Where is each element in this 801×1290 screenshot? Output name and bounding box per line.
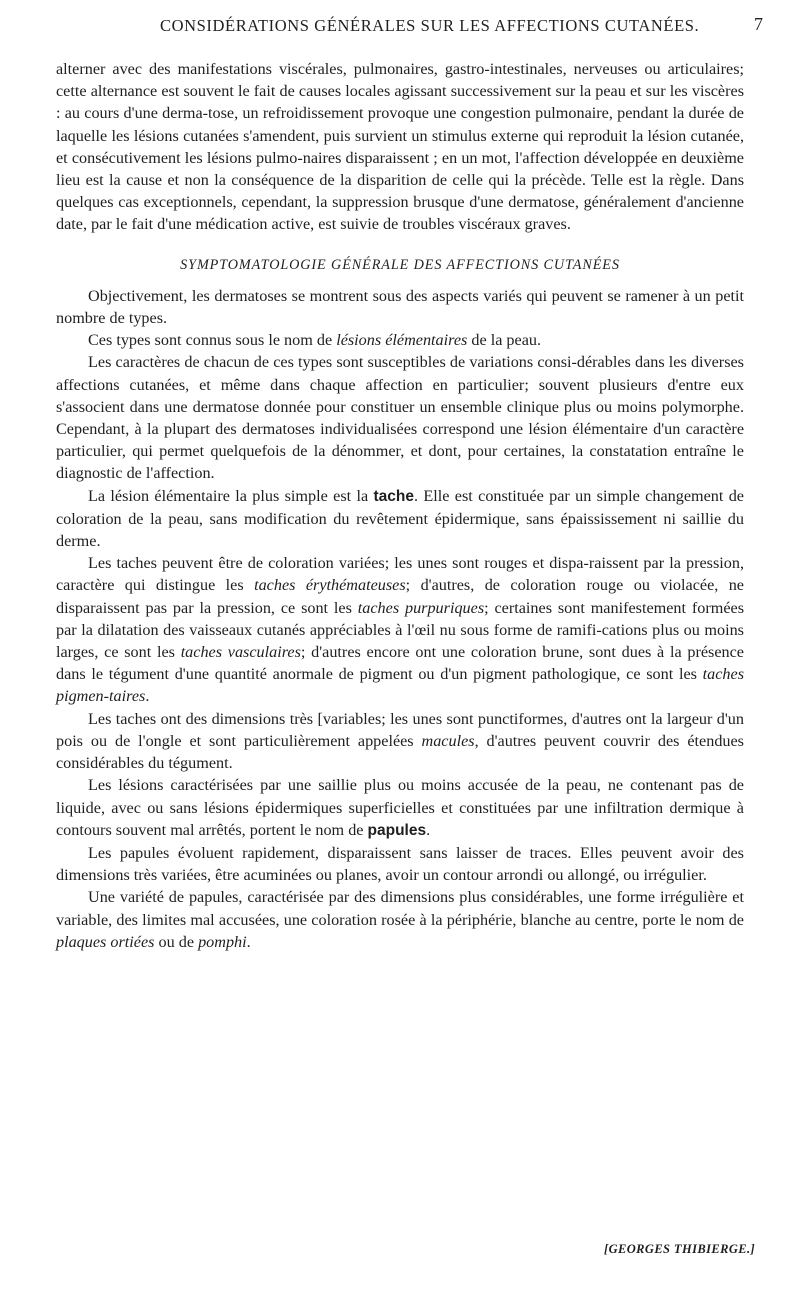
page-number: 7 bbox=[754, 14, 763, 34]
body-text bbox=[56, 58, 744, 953]
paragraph-types bbox=[56, 329, 744, 351]
italic-term-macules: macules bbox=[421, 731, 475, 750]
text-run: . bbox=[145, 687, 150, 706]
text-run: , d'autres peuvent couvrir des étendues considérables du tégument. bbox=[56, 731, 744, 773]
bold-term-tache: tache bbox=[373, 487, 414, 505]
text-run: . Elle est constituée par un simple changement de coloration de la peau, sans modification du revêtement épidermique, sans épaississement ni saillie du derme. bbox=[56, 486, 744, 551]
text-run: ; certaines sont manifestement formées par la dilatation des vaisseaux cutanés appréciables à l'œil nu sous forme de ramifi-cations plus ou moins larges, ce sont les bbox=[56, 598, 744, 662]
paragraph-papules bbox=[56, 774, 744, 842]
text-run: Les taches ont des dimensions très [variables; les unes sont punctiformes, d'autres ont la largeur d'un pois ou de l'ongle et sont particulièrement appelées bbox=[56, 709, 744, 750]
italic-term-taches-pigmentaires: taches pigmen-taires bbox=[56, 665, 744, 706]
text-run: Les taches peuvent être de coloration variées; les unes sont rouges et dispa-raissent par la pression, caractère qui distingue les bbox=[56, 554, 744, 595]
paragraph-variete bbox=[56, 886, 744, 953]
paragraph-caracteres: Les caractères de chacun de ces types sont susceptibles de variations consi-dérables dans les diverses affections cutanées, et même dans chaque affection en particulier; souvent plusieurs d'entre eux s'associent dans une dermatose donnée pour constituer un ensemble clinique plus ou moins polymorphe. Cependant, à la plupart des dermatoses individualisées correspond une lésion élémentaire d'un caractère particulier, qui permet quelquefois de la dénommer, et dont, pour certaines, la constatation entraîne le diagnostic de l'affection. bbox=[56, 353, 744, 483]
text-run: Une variété de papules, caractérisée par des dimensions plus considérables, une forme irrégulière et variable, des limites mal accusées, une coloration rosée à la périphérie, blanche au centre, porte le nom de bbox=[56, 888, 744, 929]
text-run: de la peau. bbox=[467, 331, 542, 350]
italic-term-lesions-elementaires: lésions élémentaires bbox=[336, 331, 468, 350]
italic-term-taches-vasculaires: taches vasculaires bbox=[180, 643, 301, 662]
paragraph-coloration bbox=[56, 552, 744, 707]
bold-term-papules: papules bbox=[367, 821, 427, 839]
paragraph-evolution: Les papules évoluent rapidement, disparaissent sans laisser de traces. Elles peuvent avoir des dimensions très variées, être acuminées ou planes, avoir un contour arrondi ou allongé, ou irrégulier. bbox=[56, 843, 744, 885]
text-run: ; d'autres, de coloration rouge ou violacée, ne disparaissent pas par la pression, ce sont les bbox=[56, 576, 744, 617]
text-run: Les lésions caractérisées par une saillie plus ou moins accusée de la peau, ne contenant pas de liquide, avec ou sans lésions épidermiques superficielles et constituées par une infiltration dermique à contours souvent mal arrêtés, portent le nom de bbox=[56, 776, 744, 839]
text-run: . bbox=[426, 820, 431, 839]
italic-term-plaques-ortiees: plaques ortiées bbox=[56, 932, 155, 951]
paragraph-tache bbox=[56, 485, 744, 553]
text-run: La lésion élémentaire la plus simple est la bbox=[88, 486, 374, 505]
text-run: Ces types sont connus sous le nom de bbox=[88, 331, 337, 350]
paragraph-dimensions bbox=[56, 708, 744, 775]
paragraph-objectivement: Objectivement, les dermatoses se montrent sous des aspects variés qui peuvent se ramener à un petit nombre de types. bbox=[56, 286, 744, 328]
italic-term-taches-erythemateuses: taches érythémateuses bbox=[254, 576, 406, 595]
section-heading: SYMPTOMATOLOGIE GÉNÉRALE DES AFFECTIONS CUTANÉES bbox=[180, 256, 620, 273]
text-run: ; d'autres encore ont une coloration brune, sont dues à la présence dans le tégument d'une quantité anormale de pigment ou d'un pigment pathologique, ce sont les bbox=[56, 643, 744, 684]
text-run: . bbox=[246, 932, 251, 951]
author-credit: [GEORGES THIBIERGE.] bbox=[604, 1242, 756, 1256]
italic-term-pomphi: pomphi bbox=[198, 932, 247, 951]
text-run: ou de bbox=[154, 932, 199, 951]
paragraph-alternance: alterner avec des manifestations viscérales, pulmonaires, gastro-intestinales, nerveuses ou articulaires; cette alternance est souvent le fait de causes locales agissant successivement sur la peau et sur les viscères : au cours d'une derma-tose, un refroidissement provoque une congestion pulmonaire, pendant la durée de laquelle les lésions cutanées s'amendent, puis survient un stimulus externe qui reproduit la lésion cutanée, et consécutivement les lésions pulmo-naires disparaissent ; en un mot, l'affection développée en deuxième lieu est la cause et non la conséquence de la disparition de celle qui la précède. Telle est la règle. Dans quelques cas exceptionnels, cependant, la suppression brusque d'une dermatose, généralement d'ancienne date, par le fait d'une médication active, est suivie de troubles viscéraux graves. bbox=[56, 60, 744, 234]
running-title: CONSIDÉRATIONS GÉNÉRALES SUR LES AFFECTIONS CUTANÉES. bbox=[160, 16, 700, 35]
italic-term-taches-purpuriques: taches purpuriques bbox=[357, 598, 485, 617]
